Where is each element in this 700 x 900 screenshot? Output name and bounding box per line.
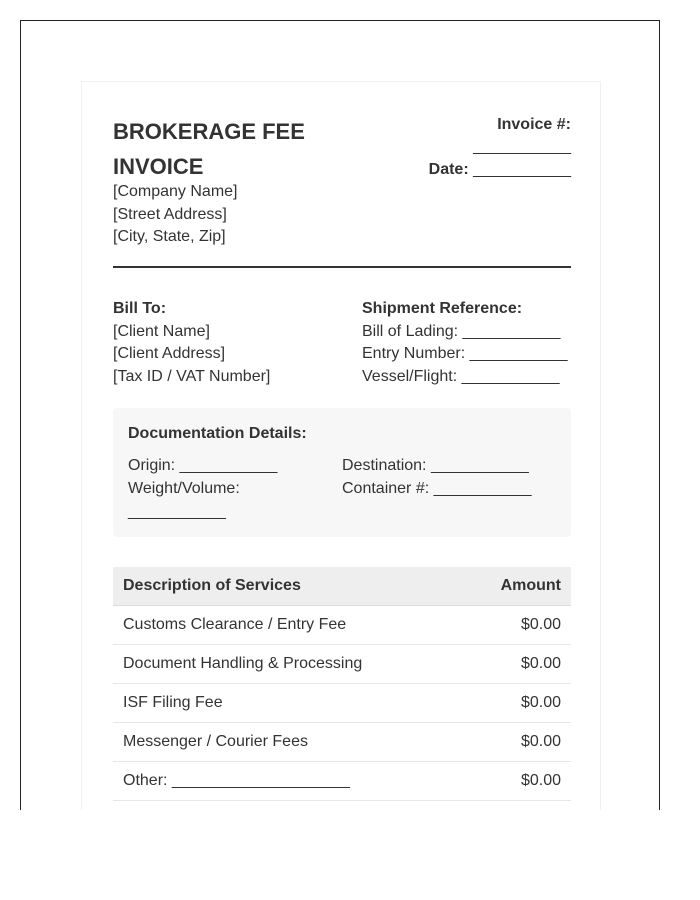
container-field: Container #: ___________ (342, 480, 532, 497)
services-header-row (113, 567, 571, 606)
date-row (429, 159, 571, 181)
invoice-content (113, 112, 571, 801)
company-block (113, 181, 238, 249)
invoice-meta (429, 114, 571, 181)
table-row (113, 684, 571, 723)
entry-number: Entry Number: ___________ (362, 345, 568, 362)
client-name: [Client Name] (113, 322, 210, 340)
description-column-header: Description of Services (113, 567, 463, 606)
company-name: [Company Name] (113, 183, 238, 200)
service-amount: $0.00 (463, 606, 571, 645)
weight-volume-blank: ___________ (128, 503, 226, 520)
destination-field: Destination: ___________ (342, 457, 529, 474)
service-amount: $0.00 (463, 762, 571, 801)
company-city: [City, State, Zip] (113, 228, 226, 245)
invoice-header (113, 112, 571, 268)
service-amount: $0.00 (463, 723, 571, 762)
service-amount: $0.00 (463, 645, 571, 684)
documentation-details-box (113, 408, 571, 537)
client-address: [Client Address] (113, 345, 226, 362)
company-street: [Street Address] (113, 205, 227, 223)
table-row (113, 762, 571, 801)
date-label: Date: (428, 161, 469, 178)
shipment-reference-block (362, 298, 567, 388)
service-description: Customs Clearance / Entry Fee (113, 606, 463, 645)
service-description: Document Handling & Processing (113, 645, 463, 684)
title-line-2: INVOICE (113, 154, 204, 179)
origin-field: Origin: ___________ (128, 457, 278, 474)
service-description: Messenger / Courier Fees (113, 723, 463, 762)
document-frame (20, 20, 660, 810)
table-row (113, 645, 571, 684)
invoice-number-label: Invoice #: (497, 116, 571, 133)
title-line-1: BROKERAGE FEE (113, 119, 305, 144)
date-blank: ___________ (473, 161, 571, 178)
service-amount: $0.00 (463, 684, 571, 723)
table-row (113, 606, 571, 645)
table-row (113, 723, 571, 762)
weight-volume-label: Weight/Volume: (128, 480, 240, 497)
shipment-reference-heading: Shipment Reference: (362, 300, 523, 317)
client-tax-id: [Tax ID / VAT Number] (113, 367, 271, 385)
documentation-left-column (128, 454, 298, 523)
invoice-page (81, 81, 601, 810)
vessel-flight: Vessel/Flight: ___________ (362, 367, 560, 385)
bill-to-heading: Bill To: (113, 300, 167, 317)
documentation-heading: Documentation Details: (128, 425, 307, 442)
documentation-right-column (342, 454, 562, 500)
invoice-number-blank: ___________ (473, 138, 571, 155)
service-description: Other: ____________________ (113, 762, 463, 801)
bill-of-lading: Bill of Lading: ___________ (362, 322, 561, 340)
service-description: ISF Filing Fee (113, 684, 463, 723)
services-table (113, 567, 571, 801)
invoice-title (113, 114, 363, 184)
amount-column-header: Amount (463, 567, 571, 606)
bill-to-block (113, 298, 270, 388)
parties-section (113, 268, 571, 408)
